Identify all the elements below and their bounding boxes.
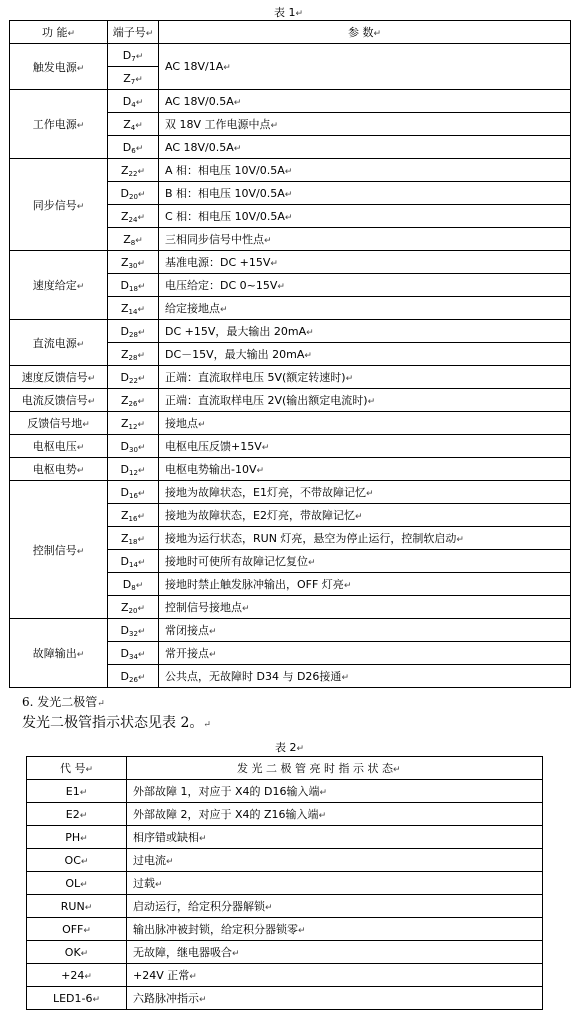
terminal-cell: $Z_{28}↵$ <box>108 343 159 366</box>
param-cell: 电压给定：DC 0~15V↵ <box>159 274 571 297</box>
terminal-cell: $D_{22}↵$ <box>108 366 159 389</box>
table-row <box>27 849 543 872</box>
table-row <box>27 941 543 964</box>
terminal-cell: $D_{28}↵$ <box>108 320 159 343</box>
terminal-cell: $D_8↵$ <box>108 573 159 596</box>
param-cell: AC 18V/0.5A↵ <box>159 136 571 159</box>
led-code-cell: RUN↵ <box>27 895 127 918</box>
terminal-cell: $Z_4↵$ <box>108 113 159 136</box>
param-cell: B 相：相电压 10V/0.5A↵ <box>159 182 571 205</box>
table-row <box>27 987 543 1010</box>
param-cell: 接地点↵ <box>159 412 571 435</box>
led-code-cell: E1↵ <box>27 780 127 803</box>
param-cell: 双 18V 工作电源中点↵ <box>159 113 571 136</box>
param-cell: C 相：相电压 10V/0.5A↵ <box>159 205 571 228</box>
terminal-cell: $D_{18}↵$ <box>108 274 159 297</box>
table-row <box>27 872 543 895</box>
param-cell: A 相：相电压 10V/0.5A↵ <box>159 159 571 182</box>
table-row <box>10 435 571 458</box>
terminal-cell: $Z_{20}↵$ <box>108 596 159 619</box>
terminal-cell: $D_{32}↵$ <box>108 619 159 642</box>
led-desc-cell: 六路脉冲指示↵ <box>127 987 543 1010</box>
led-code-cell: PH↵ <box>27 826 127 849</box>
function-cell: 直流电源↵ <box>10 320 108 366</box>
led-code-cell: E2↵ <box>27 803 127 826</box>
param-cell: AC 18V/0.5A↵ <box>159 90 571 113</box>
param-cell: DC +15V，最大输出 20mA↵ <box>159 320 571 343</box>
param-cell: 正端：直流取样电压 2V(输出额定电流时)↵ <box>159 389 571 412</box>
terminal-header: 端子号↵ <box>108 21 159 44</box>
terminal-cell: $Z_{22}↵$ <box>108 159 159 182</box>
table2-caption: 表 2↵ <box>275 741 305 754</box>
terminal-cell: $Z_{12}↵$ <box>108 412 159 435</box>
table-row <box>27 803 543 826</box>
table2-header-row <box>27 757 543 780</box>
table-row <box>10 619 571 642</box>
table-row <box>10 320 571 343</box>
led-code-cell: +24↵ <box>27 964 127 987</box>
led-desc-cell: +24V 正常↵ <box>127 964 543 987</box>
code-header: 代 号↵ <box>27 757 127 780</box>
function-cell: 工作电源↵ <box>10 90 108 159</box>
function-cell: 速度给定↵ <box>10 251 108 320</box>
led-code-cell: OL↵ <box>27 872 127 895</box>
intro-text: 发光二极管指示状态见表 2。↵ <box>22 715 211 731</box>
led-desc-cell: 过电流↵ <box>127 849 543 872</box>
function-header: 功 能↵ <box>10 21 108 44</box>
param-cell: 给定接地点↵ <box>159 297 571 320</box>
terminal-cell: $Z_{30}↵$ <box>108 251 159 274</box>
param-cell: AC 18V/1A↵ <box>159 44 571 90</box>
function-cell: 反馈信号地↵ <box>10 412 108 435</box>
param-cell: 三相同步信号中性点↵ <box>159 228 571 251</box>
section-heading: 6. 发光二极管↵ <box>22 695 105 709</box>
terminal-cell: $D_6↵$ <box>108 136 159 159</box>
function-cell: 触发电源↵ <box>10 44 108 90</box>
function-cell: 电流反馈信号↵ <box>10 389 108 412</box>
terminal-cell: $D_4↵$ <box>108 90 159 113</box>
led-code-cell: OK↵ <box>27 941 127 964</box>
terminal-cell: $D_{34}↵$ <box>108 642 159 665</box>
desc-header: 发 光 二 极 管 亮 时 指 示 状 态↵ <box>127 757 543 780</box>
terminal-cell: $Z_{18}↵$ <box>108 527 159 550</box>
terminal-table <box>9 20 571 688</box>
terminal-cell: $D_{20}↵$ <box>108 182 159 205</box>
table-row <box>10 159 571 182</box>
param-cell: 电枢电压反馈+15V↵ <box>159 435 571 458</box>
param-cell: 公共点，无故障时 D34 与 D26接通↵ <box>159 665 571 688</box>
terminal-cell: $D_7↵$ <box>108 44 159 67</box>
param-cell: 常闭接点↵ <box>159 619 571 642</box>
function-cell: 速度反馈信号↵ <box>10 366 108 389</box>
led-desc-cell: 外部故障 2，对应于 X4的 Z16输入端↵ <box>127 803 543 826</box>
param-cell: 接地为故障状态，E2灯亮，带故障记忆↵ <box>159 504 571 527</box>
param-cell: 电枢电势输出-10V↵ <box>159 458 571 481</box>
table-row <box>10 481 571 504</box>
param-cell: 正端：直流取样电压 5V(额定转速时)↵ <box>159 366 571 389</box>
terminal-cell: $Z_{14}↵$ <box>108 297 159 320</box>
led-code-cell: LED1-6↵ <box>27 987 127 1010</box>
param-header: 参 数↵ <box>159 21 571 44</box>
table-row <box>10 366 571 389</box>
terminal-cell: $Z_{24}↵$ <box>108 205 159 228</box>
table-row <box>10 412 571 435</box>
led-desc-cell: 相序错或缺相↵ <box>127 826 543 849</box>
led-desc-cell: 过载↵ <box>127 872 543 895</box>
led-desc-cell: 启动运行，给定积分器解锁↵ <box>127 895 543 918</box>
led-code-cell: OFF↵ <box>27 918 127 941</box>
param-cell: 基准电源：DC +15V↵ <box>159 251 571 274</box>
led-desc-cell: 输出脉冲被封锁，给定积分器锁零↵ <box>127 918 543 941</box>
terminal-cell: $D_{14}↵$ <box>108 550 159 573</box>
terminal-cell: $D_{12}↵$ <box>108 458 159 481</box>
table-row <box>10 90 571 113</box>
table1-caption: 表 1↵ <box>274 6 304 19</box>
table1-header-row <box>10 21 571 44</box>
function-cell: 电枢电势↵ <box>10 458 108 481</box>
table-row <box>27 826 543 849</box>
table-row <box>10 251 571 274</box>
param-cell: 接地为运行状态，RUN 灯亮，悬空为停止运行，控制软启动↵ <box>159 527 571 550</box>
param-cell: 接地为故障状态，E1灯亮，不带故障记忆↵ <box>159 481 571 504</box>
led-table <box>26 756 543 1010</box>
terminal-cell: $Z_8↵$ <box>108 228 159 251</box>
terminal-cell: $Z_{16}↵$ <box>108 504 159 527</box>
led-code-cell: OC↵ <box>27 849 127 872</box>
param-cell: 控制信号接地点↵ <box>159 596 571 619</box>
table-row <box>27 964 543 987</box>
param-cell: 常开接点↵ <box>159 642 571 665</box>
table-row <box>27 918 543 941</box>
function-cell: 故障输出↵ <box>10 619 108 688</box>
terminal-cell: $D_{26}↵$ <box>108 665 159 688</box>
terminal-cell: $Z_7↵$ <box>108 67 159 90</box>
table-row <box>10 389 571 412</box>
terminal-cell: $Z_{26}↵$ <box>108 389 159 412</box>
function-cell: 电枢电压↵ <box>10 435 108 458</box>
table-row <box>27 895 543 918</box>
table-row <box>10 458 571 481</box>
terminal-cell: $D_{30}↵$ <box>108 435 159 458</box>
function-cell: 同步信号↵ <box>10 159 108 251</box>
table-row <box>10 44 571 67</box>
terminal-cell: $D_{16}↵$ <box>108 481 159 504</box>
function-cell: 控制信号↵ <box>10 481 108 619</box>
led-desc-cell: 外部故障 1，对应于 X4的 D16输入端↵ <box>127 780 543 803</box>
param-cell: DC－15V，最大输出 20mA↵ <box>159 343 571 366</box>
table-row <box>27 780 543 803</box>
param-cell: 接地时可使所有故障记忆复位↵ <box>159 550 571 573</box>
param-cell: 接地时禁止触发脉冲输出，OFF 灯亮↵ <box>159 573 571 596</box>
led-desc-cell: 无故障，继电器吸合↵ <box>127 941 543 964</box>
